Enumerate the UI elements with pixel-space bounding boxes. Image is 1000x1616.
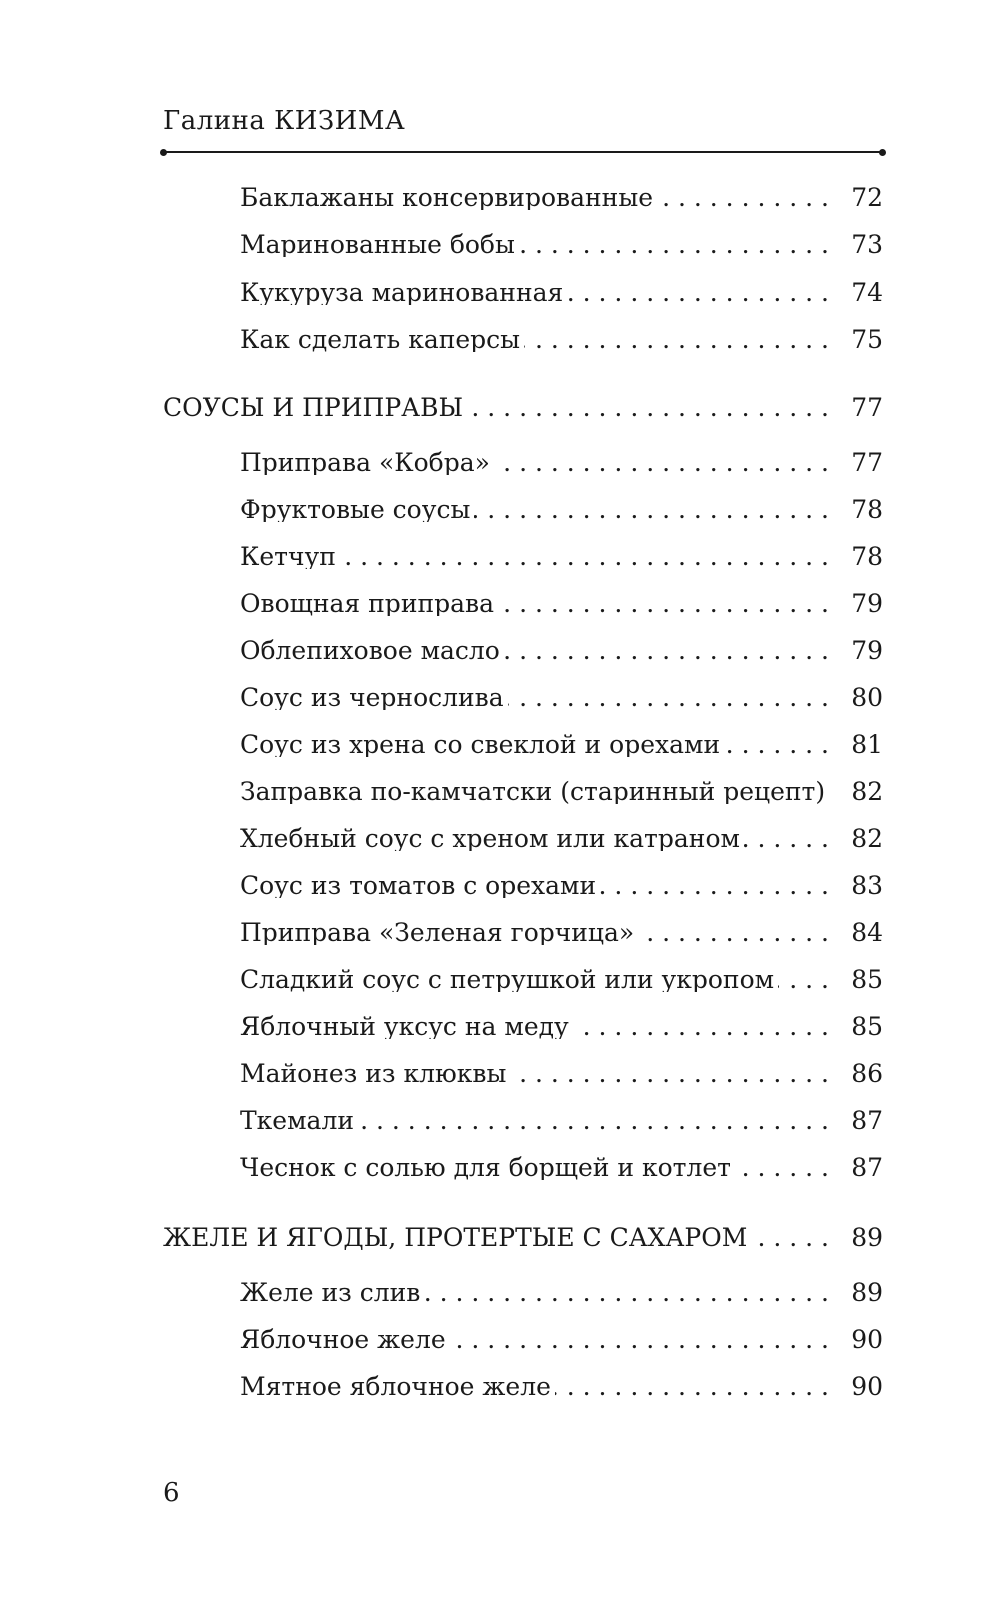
toc-entry [240,1327,883,1352]
toc-entry-title: Соус из чернослива [240,685,504,710]
toc-entry-page: 83 [851,873,883,898]
toc-entry [240,638,883,663]
toc-entry-page: 90 [851,1327,883,1352]
toc-entry-title: Сладкий соус с петрушкой или укропом [240,967,775,992]
toc-entry-page: 85 [851,967,883,992]
toc-entry-title: Как сделать каперсы [240,327,521,352]
toc-entry-page: 72 [851,185,883,210]
toc-entry-title: Желе из слив [240,1280,421,1305]
toc-dot-leader [508,685,829,710]
toc-dot-leader [600,873,829,898]
toc-entry-title: Приправа «Зеленая горчица» [240,920,635,945]
toc-entry [240,544,883,569]
toc-entry-page: 86 [851,1061,883,1086]
toc-entry [240,280,883,305]
toc-dot-leader [519,232,829,257]
toc-entry-page: 79 [851,591,883,616]
toc-dot-leader [424,1280,829,1305]
toc-entry-title: Яблочное желе [240,1327,446,1352]
toc-dot-leader [498,591,829,616]
toc-dot-leader [567,280,829,305]
toc-entry [240,826,883,851]
toc-entry-title: СОУСЫ И ПРИПРАВЫ [163,395,464,420]
toc-dot-leader [510,1061,829,1086]
toc-entry [240,591,883,616]
toc-entry-page: 73 [851,232,883,257]
toc-entry [240,232,883,257]
toc-entry-title: Яблочный уксус на меду [240,1014,569,1039]
toc-dot-leader [504,638,829,663]
toc-dot-leader [744,826,829,851]
toc-section-entry [163,395,883,420]
toc-entry [240,450,883,475]
toc-entry [240,732,883,757]
toc-dot-leader [340,544,829,569]
toc-entry-page: 89 [851,1280,883,1305]
toc-dot-leader [467,395,829,420]
toc-entry-page: 79 [851,638,883,663]
toc-entry-page: 89 [851,1225,883,1250]
toc-entry-title: Овощная приправа [240,591,495,616]
toc-entry-page: 74 [851,280,883,305]
rule-dot-left [160,149,167,156]
toc-dot-leader [358,1108,829,1133]
toc-entry-title: Ткемали [240,1108,354,1133]
toc-entry-title: Майонез из клюквы [240,1061,507,1086]
toc-entry-page: 77 [851,395,883,420]
toc-entry-page: 84 [851,920,883,945]
toc-entry-title: Чеснок с солью для борщей и котлет [240,1155,731,1180]
page-number: 6 [163,1478,180,1508]
toc-entry-title: Заправка по-камчатски (старинный рецепт) [240,779,826,804]
toc-dot-leader [751,1225,829,1250]
toc-dot-leader [778,967,829,992]
toc-entry-page: 80 [851,685,883,710]
toc-entry-title: Маринованные бобы [240,232,515,257]
toc-section-entry [163,1225,883,1250]
rule-dot-right [879,149,886,156]
running-header: Галина КИЗИМА [163,106,406,136]
toc-dot-leader [657,185,829,210]
toc-entry-title: Соус из томатов с орехами [240,873,597,898]
toc-dot-leader [494,450,829,475]
toc-entry [240,1374,883,1399]
toc-entry-title: Кукуруза маринованная [240,280,564,305]
toc-entry [240,1061,883,1086]
toc-dot-leader [638,920,829,945]
toc-entry [240,873,883,898]
toc-entry-page: 78 [851,497,883,522]
toc-entry [240,1155,883,1180]
toc-entry-page: 78 [851,544,883,569]
toc-entry-page: 75 [851,327,883,352]
toc-entry-title: Хлебный соус с хреном или катраном [240,826,740,851]
toc-entry [240,497,883,522]
toc-entry-page: 87 [851,1108,883,1133]
toc-entry-title: Мятное яблочное желе [240,1374,551,1399]
toc-dot-leader [524,327,829,352]
toc-entry-title: Облепиховое масло [240,638,500,663]
toc-entry [240,185,883,210]
toc-dot-leader [573,1014,829,1039]
toc-dot-leader [555,1374,829,1399]
toc-entry-page: 82 [851,826,883,851]
toc-entry-title: ЖЕЛЕ И ЯГОДЫ, ПРОТЕРТЫЕ С САХАРОМ [163,1225,748,1250]
toc-entry-page: 85 [851,1014,883,1039]
toc-entry [240,967,883,992]
toc-entry [240,920,883,945]
toc-entry [240,1014,883,1039]
toc-entry [240,1280,883,1305]
toc-entry [240,779,883,804]
toc-entry-title: Фруктовые соусы [240,497,471,522]
toc-entry-page: 81 [851,732,883,757]
toc-entry-page: 87 [851,1155,883,1180]
toc-entry-page: 82 [851,779,883,804]
toc-entry-title: Кетчуп [240,544,336,569]
toc-entry-title: Соус из хрена со свеклой и орехами [240,732,721,757]
header-rule [163,151,883,153]
toc-entry-page: 90 [851,1374,883,1399]
toc-dot-leader [724,732,829,757]
toc-entry-title: Баклажаны консервированные [240,185,654,210]
toc-entry-title: Приправа «Кобра» [240,450,490,475]
toc-entry-page: 77 [851,450,883,475]
toc-dot-leader [735,1155,829,1180]
toc-dot-leader [450,1327,829,1352]
toc-entry [240,685,883,710]
toc-entry [240,327,883,352]
toc-entry [240,1108,883,1133]
toc-dot-leader [474,497,829,522]
